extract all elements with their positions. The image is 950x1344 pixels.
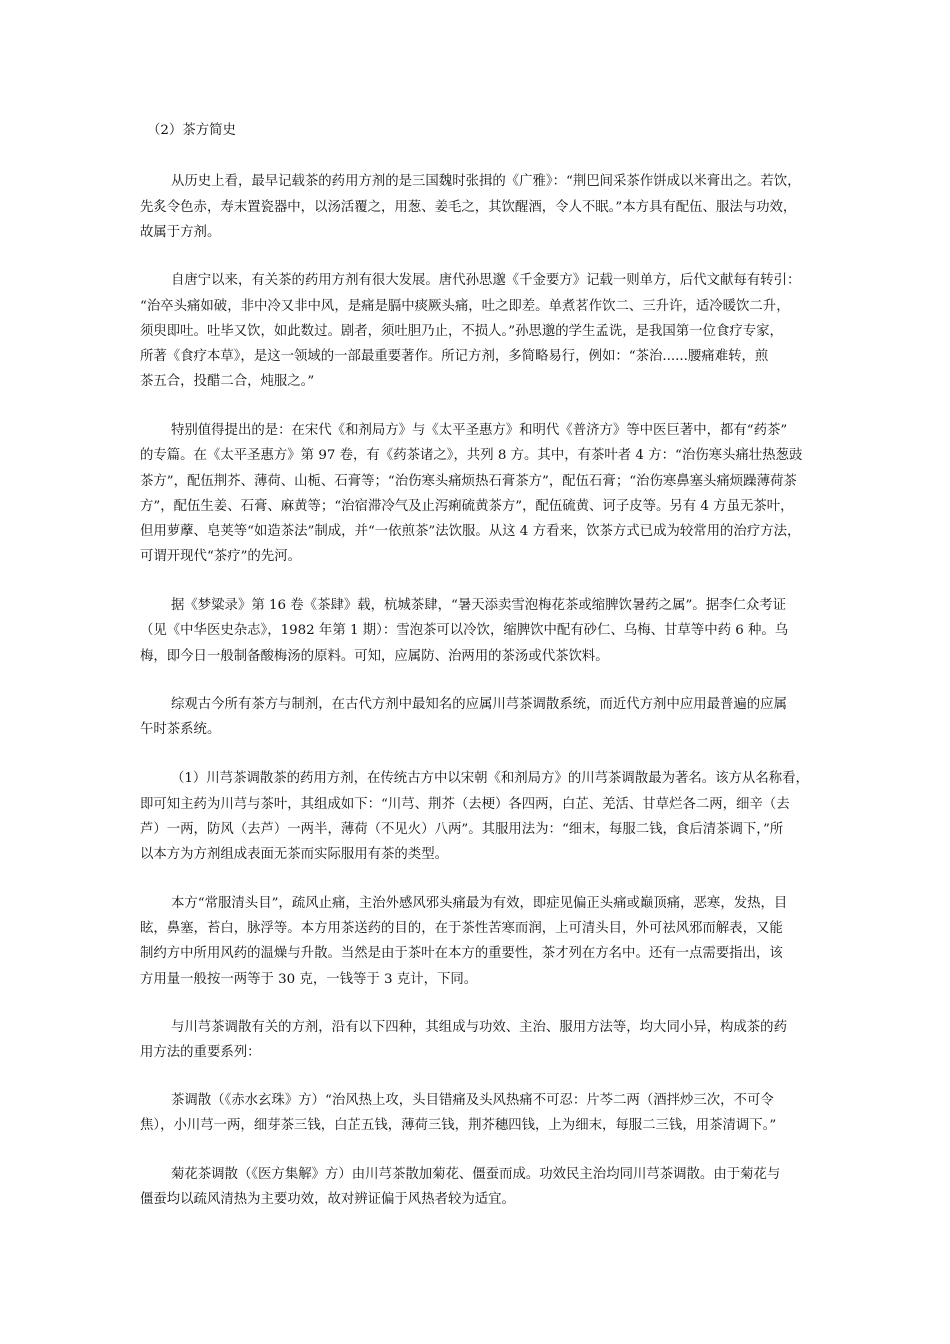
paragraph-10-line-2 [0,1190,950,1210]
paragraph-6-line-3-text: 芦）一两，防风（去芦）一两半，薄荷（不见火）八两”。其服用法为：“细末，每服二钱，食后清茶调下，”所 [140,822,784,837]
paragraph-8-line-2 [0,1043,950,1063]
paragraph-3-line-1-text: 特别值得提出的是：在宋代《和剂局方》与《太平圣惠方》和明代《普济方》等中医巨著中，都有“药茶” [171,423,788,438]
paragraph-4-line-1-text: 据《梦粱录》第 16 卷《茶肆》载，杭城茶肆，“暑天添卖雪泡梅花茶或缩脾饮暑药之属”。据李仁众考证 [171,598,787,613]
paragraph-3-line-4 [0,497,950,517]
paragraph-4-line-3-text: 梅，即今日一般制备酸梅汤的原料。可知，应属防、治两用的茶汤或代茶饮料。 [140,649,609,664]
paragraph-2-line-1 [0,271,950,291]
paragraph-9-line-1 [0,1091,950,1111]
paragraph-7-line-4 [0,970,950,990]
paragraph-3-line-5-text: 但用萝藦、皂荚等“如造茶法”制成，并“一依煎茶”法饮服。从这 4 方看来，饮茶方式已成为较常用的治疗方法， [140,524,801,539]
paragraph-1-line-1 [0,172,950,192]
paragraph-10-line-2-text: 僵蚕均以疏风清热为主要功效，故对辨证偏于风热者较为适宜。 [140,1192,515,1207]
paragraph-6-line-2 [0,795,950,815]
paragraph-8-line-1 [0,1018,950,1038]
paragraph-3-line-5 [0,522,950,542]
paragraph-6-line-3 [0,820,950,840]
paragraph-1-line-2-text: 先炙令色赤，寿末置瓷器中，以汤活覆之，用葱、姜毛之，其饮醒酒，令人不眠。”本方具有配伍、服法与功效， [140,200,797,215]
paragraph-7-line-3 [0,944,950,964]
paragraph-4-line-2 [0,621,950,641]
paragraph-6-line-1 [0,769,950,789]
paragraph-2-line-5-text: 茶五合，投醋二合，炖服之。” [140,374,315,389]
paragraph-3-line-3-text: 茶方”，配伍荆芥、薄荷、山栀、石膏等；“治伤寒头痛烦热石膏茶方”，配伍石膏；“治伤寒鼻塞头痛烦躁薄荷茶 [140,474,797,489]
section-heading-text: （2）茶方简史 [147,123,236,138]
paragraph-1-line-3-text: 故属于方剂。 [140,225,221,240]
paragraph-2-line-1-text: 自唐宁以来，有关茶的药用方剂有很大发展。唐代孙思邈《千金要方》记载一则单方，后代文献每有转引： [171,273,801,288]
paragraph-9-line-2 [0,1116,950,1136]
paragraph-2-line-3 [0,322,950,342]
paragraph-1-line-2 [0,198,950,218]
paragraph-9-line-1-text: 茶调散（《赤水玄珠》方）“治风热上攻，头目错痛及头风热痛不可忍：片芩二两（酒拌炒三次，不可令 [171,1093,774,1108]
paragraph-10-line-1 [0,1165,950,1185]
paragraph-8-line-1-text: 与川芎茶调散有关的方剂，沿有以下四种，其组成与功效、主治、服用方法等，均大同小异，构成茶的药 [171,1020,787,1035]
paragraph-4-line-3 [0,647,950,667]
paragraph-2-line-2 [0,297,950,317]
paragraph-3-line-4-text: 方”，配伍生姜、石膏、麻黄等；“治宿滞冷气及止泻痢硫黄茶方”，配伍硫黄、诃子皮等。另有 4 方虽无茶叶， [140,499,794,514]
paragraph-6-line-2-text: 即可知主药为川芎与茶叶，其组成如下：“川芎、荆芥（去梗）各四两，白芷、羌活、甘草烂各二两，细辛（去 [140,797,790,812]
paragraph-2-line-3-text: 须臾即吐。吐毕又饮，如此数过。剧者，须吐胆乃止，不损人。”孙思邈的学生孟诜，是我国第一位食疗专家， [140,324,783,339]
paragraph-7-line-2 [0,919,950,939]
paragraph-1-line-3 [0,223,950,243]
section-heading [0,121,950,141]
paragraph-2-line-4-text: 所著《食疗本草》，是这一领域的一部最重要著作。所记方剂，多简略易行，例如：“茶治......腰痛难转，煎 [140,349,769,364]
paragraph-3-line-6 [0,547,950,567]
paragraph-6-line-4-text: 以本方为方剂组成表面无茶而实际服用有茶的类型。 [140,847,448,862]
paragraph-3-line-2 [0,446,950,466]
paragraph-2-line-4 [0,347,950,367]
paragraph-5-line-1-text: 综观古今所有茶方与制剂，在古代方剂中最知名的应属川芎茶调散系统，而近代方剂中应用最普遍的应属 [171,697,787,712]
paragraph-5-line-1 [0,695,950,715]
paragraph-7-line-1 [0,894,950,914]
paragraph-7-line-2-text: 眩，鼻塞，苔白，脉浮等。本方用茶送药的目的，在于茶性苦寒而润，上可清头目，外可祛风邪而解表，又能 [140,921,783,936]
paragraph-3-line-6-text: 可谓开现代“茶疗”的先河。 [140,549,301,564]
paragraph-6-line-4 [0,845,950,865]
paragraph-2-line-5 [0,372,950,392]
paragraph-3-line-3 [0,472,950,492]
paragraph-4-line-2-text: （见《中华医史杂志》，1982 年第 1 期）：雪泡茶可以冷饮，缩脾饮中配有砂仁、乌梅、甘草等中药 6 种。乌 [140,623,789,638]
paragraph-4-line-1 [0,596,950,616]
paragraph-9-line-2-text: 焦），小川芎一两，细芽茶三钱，白芷五钱，薄荷三钱，荆芥穗四钱，上为细末，每服二三钱，用茶清调下。” [140,1118,777,1133]
paragraph-1-line-1-text: 从历史上看，最早记载茶的药用方剂的是三国魏时张揖的《广雅》：“荆巴间采茶作饼成以米膏出之。若饮， [171,174,801,189]
paragraph-7-line-3-text: 制约方中所用风药的温燥与升散。当然是由于茶叶在本方的重要性，茶才列在方名中。还有一点需要指出，该 [140,946,783,961]
paragraph-7-line-1-text: 本方“常服清头目”，疏风止痛，主治外感风邪头痛最为有效，即症见偏正头痛或巅顶痛，恶寒，发热，目 [171,896,788,911]
paragraph-3-line-1 [0,421,950,441]
paragraph-10-line-1-text: 菊花茶调散（《医方集解》方）由川芎茶散加菊花、僵蚕而成。功效民主治均同川芎茶调散。由于菊花与 [171,1167,781,1182]
paragraph-7-line-4-text: 方用量一般按一两等于 30 克，一钱等于 3 克计，下同。 [140,972,478,987]
paragraph-5-line-2 [0,720,950,740]
paragraph-2-line-2-text: “治卒头痛如破，非中冷又非中风，是痛是膈中痰厥头痛，吐之即差。单煮茗作饮二、三升许，适冷暖饮二升， [140,299,790,314]
paragraph-5-line-2-text: 午时茶系统。 [140,722,221,737]
paragraph-8-line-2-text: 用方法的重要系列： [140,1045,261,1060]
paragraph-3-line-2-text: 的专篇。在《太平圣惠方》第 97 卷，有《药茶诸之》，共列 8 方。其中，有茶叶者 4 方：“治伤寒头痛壮热葱豉 [140,448,803,463]
paragraph-6-line-1-text: （1）川芎茶调散茶的药用方剂，在传统古方中以宋朝《和剂局方》的川芎茶调散最为著名。该方从名称看， [171,771,809,786]
